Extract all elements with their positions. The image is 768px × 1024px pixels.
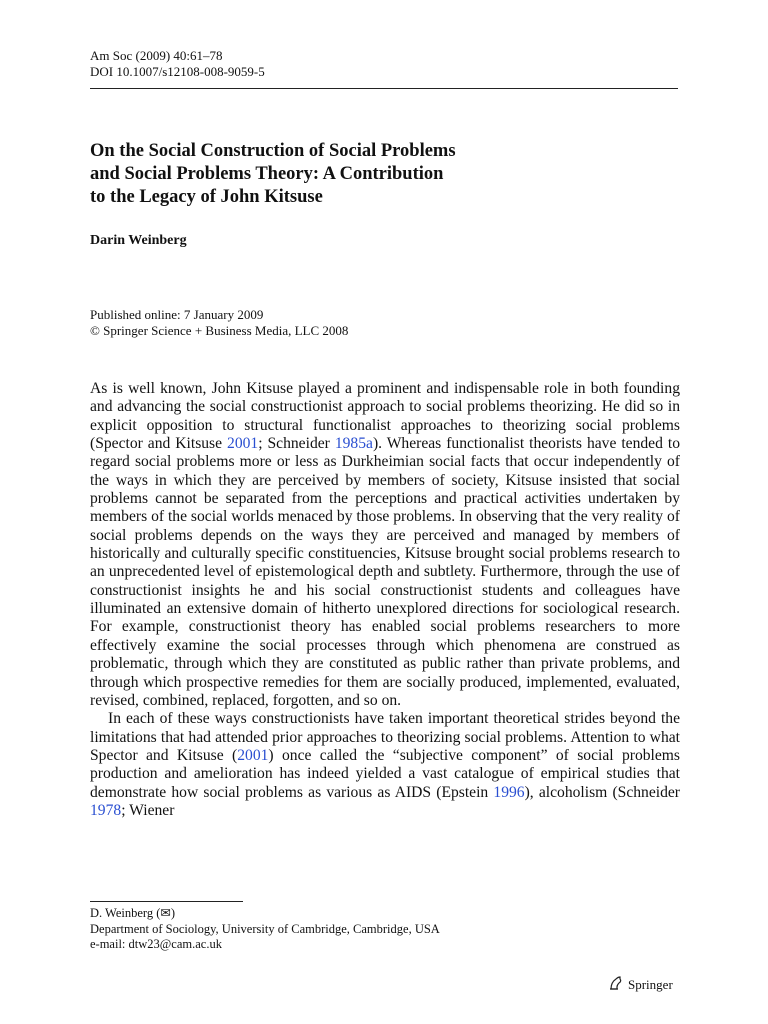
paragraph (90, 380, 680, 710)
affiliation: Department of Sociology, University of Cambridge, Cambridge, USA (90, 921, 440, 936)
footnote-rule (90, 901, 243, 902)
publisher-logo (608, 975, 673, 995)
citation-link[interactable]: 1978 (90, 801, 122, 819)
citation-link[interactable]: 1996 (493, 783, 525, 801)
published-date: Published online: 7 January 2009 (90, 307, 264, 322)
text-run: ; Schneider (258, 435, 335, 453)
citation-link[interactable]: 1985a (334, 435, 373, 453)
paragraph (90, 710, 680, 820)
title-line: and Social Problems Theory: A Contribution (90, 164, 444, 184)
article-body (90, 380, 680, 820)
header-rule (90, 88, 678, 89)
text-run: ), alcoholism (Schneider (524, 783, 681, 801)
article-title (90, 140, 610, 209)
text-run: ) once called the “subjective component” of social problems production and amelioration has indeed yielded a vast catalogue of empirical studies that demonstrate how social problems as various as AIDS (Epstein (90, 746, 681, 801)
running-header (90, 48, 265, 80)
email[interactable]: e-mail: dtw23@cam.ac.uk (90, 937, 222, 951)
journal-citation: Am Soc (2009) 40:61–78 (90, 48, 223, 63)
correspondence-name: D. Weinberg (✉) (90, 906, 176, 920)
copyright: © Springer Science + Business Media, LLC 2008 (90, 323, 349, 338)
doi: DOI 10.1007/s12108-008-9059-5 (90, 64, 265, 79)
title-line: On the Social Construction of Social Problems (90, 141, 456, 161)
author-name: Darin Weinberg (90, 233, 187, 248)
footnote (90, 906, 440, 953)
text-run: ). Whereas functionalist theorists have tended to regard social problems more or less as Durkheimian social facts that occur independently of the ways in which they are perceived by members of society, Kitsuse insisted that social problems cannot be separated from the perceptions and practical activities undertaken by members of the social worlds menaced by those problems. In observing that the very reality of social problems depends on the ways they are perceived and managed by members of historically and culturally specific constituencies, Kitsuse brought social problems research to an unprecedented level of epistemological depth and subtlety. Furthermore, through the use of constructionist insights he and his social constructionist students and colleagues have illuminated an extensive domain of hitherto unexplored directions for sociological research. For example, constructionist theory has enabled social problems researchers to more effectively examine the social processes through which phenomena are construed as problematic, through which they are constituted as public rather than private problems, and through which prospective remedies for them are socially produced, implemented, evaluated, revised, combined, replaced, forgotten, and so on. (90, 435, 680, 709)
publisher-name: Springer (628, 977, 673, 992)
citation-link[interactable]: 2001 (237, 746, 269, 764)
text-run: In each of these ways constructionists have taken important theoretical strides beyond the limitations that had attended prior approaches to theorizing social problems. Attention to what Spector and Kitsuse ( (90, 710, 680, 764)
citation-link[interactable]: 2001 (227, 435, 259, 453)
title-line: to the Legacy of John Kitsuse (90, 187, 323, 207)
publication-info (90, 307, 348, 339)
text-run: As is well known, John Kitsuse played a prominent and indispensable role in both founding and advancing the social constructionist approach to social problems theorizing. He did so in explicit opposition to structural functionalist approaches to theorizing social problems (Spector and Kitsuse (90, 380, 680, 453)
text-run: ; Wiener (121, 801, 175, 819)
springer-horse-icon (608, 975, 624, 995)
